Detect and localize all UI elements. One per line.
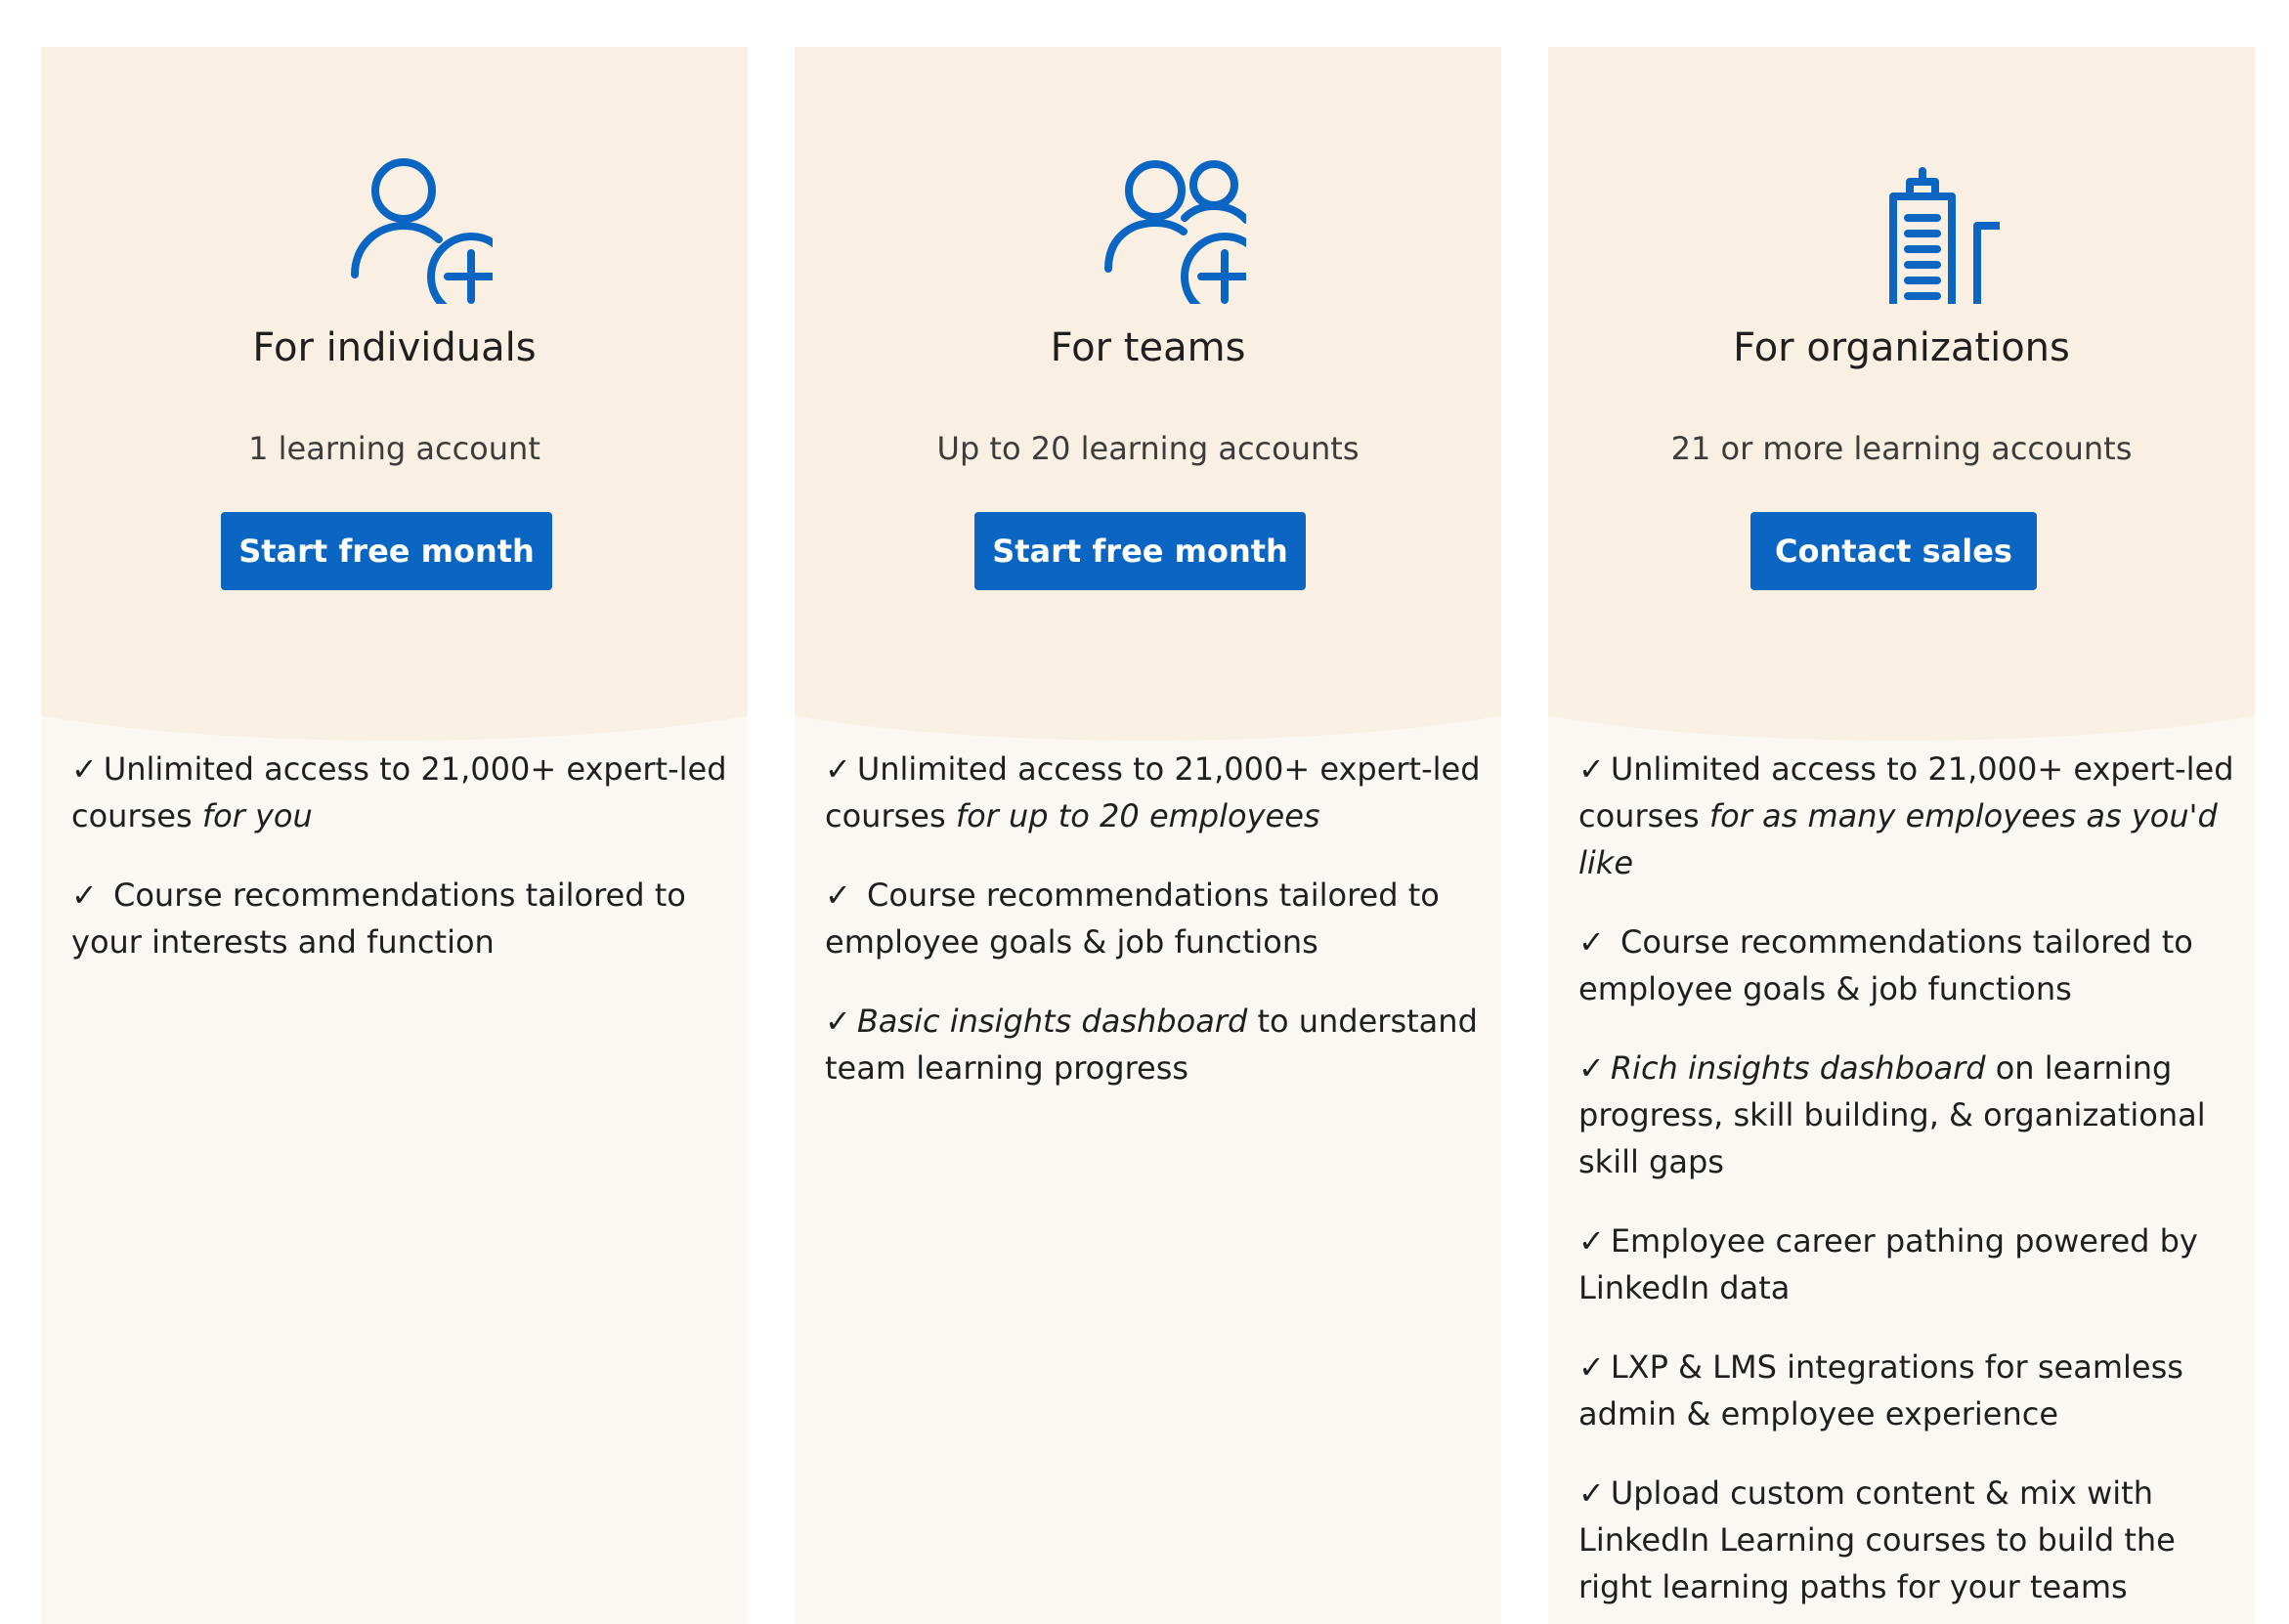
check-icon: ✓ [71,876,98,914]
card-title: For individuals [252,325,537,370]
person-plus-icon [297,108,493,304]
feature-item: ✓ Employee career pathing powered by LinkedIn data [1578,1222,2198,1306]
check-icon: ✓ [1578,1222,1605,1260]
feature-item: ✓ Unlimited access to 21,000+ expert-led courses for up to 20 employees [825,750,1481,834]
card-header-curve [795,594,1501,741]
check-icon: ✓ [1578,923,1605,961]
check-icon: ✓ [71,750,98,788]
feature-item: ✓ Course recommendations tailored to employee goals & job functions [1578,923,2193,1007]
card-subtitle: 1 learning account [248,430,540,467]
feature-list [71,746,736,998]
feature-item: ✓ Course recommendations tailored to your interests and function [71,876,686,961]
check-icon: ✓ [825,876,851,914]
feature-item: ✓ Basic insights dashboard to understand team learning progress [825,1003,1478,1087]
feature-item: ✓ Upload custom content & mix with LinkedIn Learning courses to build the right learning paths for your teams [1578,1474,2176,1605]
check-icon: ✓ [825,750,851,788]
card-organizations [1548,47,2255,1624]
card-subtitle: Up to 20 learning accounts [936,430,1360,467]
check-icon: ✓ [1578,1348,1605,1386]
feature-list [1578,746,2243,1624]
contact-sales-button[interactable]: Contact sales [1750,512,2037,590]
feature-item: ✓ Course recommendations tailored to employee goals & job functions [825,876,1440,961]
check-icon: ✓ [1578,1474,1605,1512]
group-plus-icon [1051,108,1246,304]
check-icon: ✓ [825,1003,851,1040]
feature-item: ✓ Unlimited access to 21,000+ expert-led courses for as many employees as you'd like [1578,750,2234,881]
start-free-month-button[interactable]: Start free month [221,512,552,590]
card-title: For teams [1050,325,1246,370]
feature-list [825,746,1490,1124]
card-header-curve [41,594,748,741]
check-icon: ✓ [1578,750,1605,788]
buildings-icon [1804,108,2000,304]
card-subtitle: 21 or more learning accounts [1670,430,2133,467]
card-header-curve [1548,594,2255,741]
feature-item: ✓ Unlimited access to 21,000+ expert-led courses for you [71,750,727,834]
start-free-month-button[interactable]: Start free month [974,512,1306,590]
feature-item: ✓ Rich insights dashboard on learning progress, skill building, & organizational skill gaps [1578,1049,2206,1180]
feature-item: ✓ LXP & LMS integrations for seamless admin & employee experience [1578,1348,2183,1432]
card-title: For organizations [1733,325,2070,370]
card-teams [795,47,1501,1624]
check-icon: ✓ [1578,1049,1605,1087]
card-individuals [41,47,748,1624]
